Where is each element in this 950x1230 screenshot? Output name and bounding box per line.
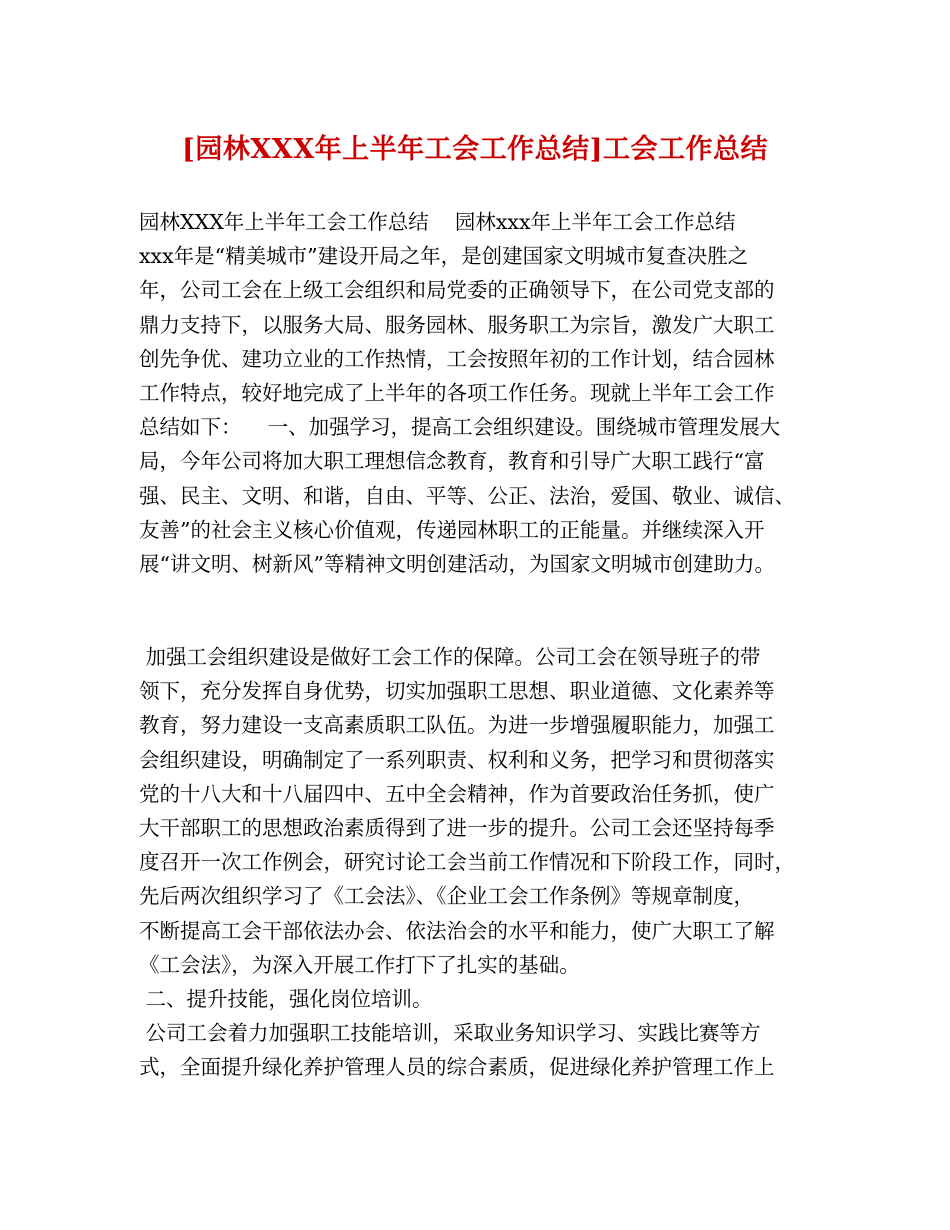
text-line: 总结如下： 一、加强学习，提高工会组织建设。围绕城市管理发展大 [139, 415, 781, 440]
text-line: xxx年是“精美城市”建设开局之年，是创建国家文明城市复查决胜之 [139, 244, 749, 269]
text-line: 二、提升技能，强化岗位培训。 [139, 986, 433, 1011]
text-line: 加强工会组织建设是做好工会工作的保障。公司工会在领导班子的带 [139, 645, 761, 669]
paragraph-2 [139, 640, 829, 1084]
text-line: 强、民主、文明、和谐，自由、平等、公正、法治，爱国、敬业、诚信、 [139, 483, 795, 508]
text-line: 展“讲文明、树新风”等精神文明创建活动，为国家文明城市创建助力。 [139, 551, 775, 576]
text-line: 领下，充分发挥自身优势，切实加强职工思想、职业道德、文化素养等 [139, 679, 775, 704]
text-line: 不断提高工会干部依法办会、依法治会的水平和能力，使广大职工了解 [139, 918, 775, 943]
text-line: 先后两次组织学习了《工会法》、《企业工会工作条例》等规章制度， [139, 884, 754, 909]
text-line: 友善”的社会主义核心价值观，传递园林职工的正能量。并继续深入开 [139, 517, 765, 542]
text-line: 年，公司工会在上级工会组织和局党委的正确领导下，在公司党支部的 [139, 278, 775, 303]
text-line: 园林XXX年上半年工会工作总结 园林xxx年上半年工会工作总结 [139, 210, 736, 234]
text-line: 公司工会着力加强职工技能培训，采取业务知识学习、实践比赛等方 [139, 1021, 761, 1046]
text-line: 党的十八大和十八届四中、五中全会精神，作为首要政治任务抓，使广 [139, 781, 775, 806]
text-line: 创先争优、建功立业的工作热情，工会按照年初的工作计划，结合园林 [139, 346, 775, 371]
text-line: 会组织建设，明确制定了一系列职责、权利和义务，把学习和贯彻落实 [139, 747, 775, 772]
document-title: [园林XXX年上半年工会工作总结]工会工作总结 [182, 134, 768, 165]
text-line: 教育，努力建设一支高素质职工队伍。为进一步增强履职能力，加强工 [139, 713, 775, 738]
text-line: 度召开一次工作例会，研究讨论工会当前工作情况和下阶段工作，同时， [139, 850, 795, 875]
text-line: 局，今年公司将加大职工理想信念教育，教育和引导广大职工践行“富 [139, 449, 765, 474]
text-line: 式，全面提升绿化养护管理人员的综合素质，促进绿化养护管理工作上 [139, 1055, 775, 1080]
text-line: 工作特点，较好地完成了上半年的各项工作任务。现就上半年工会工作 [139, 380, 775, 405]
paragraph-1 [139, 205, 829, 581]
text-line: 鼎力支持下，以服务大局、服务园林、服务职工为宗旨，激发广大职工 [139, 312, 775, 337]
text-line: 大干部职工的思想政治素质得到了进一步的提升。公司工会还坚持每季 [139, 815, 775, 840]
text-line: 《工会法》，为深入开展工作打下了扎实的基础。 [139, 952, 580, 977]
